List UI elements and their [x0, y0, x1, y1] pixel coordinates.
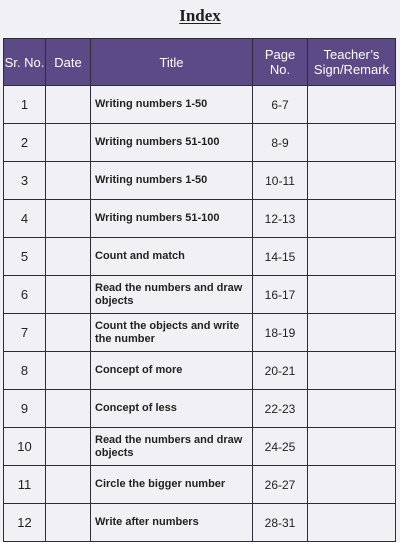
- date-cell: [46, 86, 91, 124]
- sr-no-cell: 5: [4, 238, 46, 276]
- date-cell: [46, 390, 91, 428]
- table-row: [4, 200, 396, 238]
- table-row: [4, 314, 396, 352]
- remark-cell: [308, 276, 396, 314]
- date-cell: [46, 428, 91, 466]
- page-no-cell: 26-27: [253, 466, 308, 504]
- page-no-cell: 22-23: [253, 390, 308, 428]
- remark-cell: [308, 390, 396, 428]
- header-teacher-remark: Teacher’s Sign/Remark: [308, 39, 396, 86]
- header-date: Date: [46, 39, 91, 86]
- table-row: [4, 428, 396, 466]
- title-cell: Write after numbers: [91, 504, 253, 542]
- title-cell: Count the objects and write the number: [91, 314, 253, 352]
- page-no-cell: 14-15: [253, 238, 308, 276]
- sr-no-cell: 11: [4, 466, 46, 504]
- title-cell: Read the numbers and draw objects: [91, 276, 253, 314]
- remark-cell: [308, 314, 396, 352]
- sr-no-cell: 10: [4, 428, 46, 466]
- table-row: [4, 390, 396, 428]
- page-no-cell: 12-13: [253, 200, 308, 238]
- page-no-cell: 16-17: [253, 276, 308, 314]
- header-sr-no: Sr. No.: [4, 39, 46, 86]
- page-no-cell: 10-11: [253, 162, 308, 200]
- header-page-no: Page No.: [253, 39, 308, 86]
- page-title: Index: [179, 6, 221, 25]
- sr-no-cell: 6: [4, 276, 46, 314]
- table-row: [4, 162, 396, 200]
- page-no-cell: 20-21: [253, 352, 308, 390]
- remark-cell: [308, 238, 396, 276]
- remark-cell: [308, 124, 396, 162]
- date-cell: [46, 238, 91, 276]
- date-cell: [46, 466, 91, 504]
- sr-no-cell: 12: [4, 504, 46, 542]
- page-no-cell: 8-9: [253, 124, 308, 162]
- header-title: Title: [91, 39, 253, 86]
- date-cell: [46, 314, 91, 352]
- title-cell: Writing numbers 1-50: [91, 162, 253, 200]
- title-cell: Count and match: [91, 238, 253, 276]
- sr-no-cell: 1: [4, 86, 46, 124]
- date-cell: [46, 200, 91, 238]
- sr-no-cell: 8: [4, 352, 46, 390]
- remark-cell: [308, 86, 396, 124]
- page-no-cell: 24-25: [253, 428, 308, 466]
- title-cell: Writing numbers 1-50: [91, 86, 253, 124]
- title-cell: Writing numbers 51-100: [91, 124, 253, 162]
- index-table: [3, 38, 396, 542]
- page-no-cell: 6-7: [253, 86, 308, 124]
- remark-cell: [308, 466, 396, 504]
- remark-cell: [308, 428, 396, 466]
- date-cell: [46, 276, 91, 314]
- remark-cell: [308, 504, 396, 542]
- title-cell: Concept of less: [91, 390, 253, 428]
- sr-no-cell: 7: [4, 314, 46, 352]
- table-row: [4, 504, 396, 542]
- title-cell: Read the numbers and draw objects: [91, 428, 253, 466]
- header-row: [4, 39, 396, 86]
- date-cell: [46, 124, 91, 162]
- sr-no-cell: 4: [4, 200, 46, 238]
- remark-cell: [308, 352, 396, 390]
- table-row: [4, 276, 396, 314]
- title-cell: Writing numbers 51-100: [91, 200, 253, 238]
- table-row: [4, 352, 396, 390]
- title-cell: Circle the bigger number: [91, 466, 253, 504]
- sr-no-cell: 3: [4, 162, 46, 200]
- remark-cell: [308, 200, 396, 238]
- title-cell: Concept of more: [91, 352, 253, 390]
- sr-no-cell: 2: [4, 124, 46, 162]
- date-cell: [46, 352, 91, 390]
- table-row: [4, 238, 396, 276]
- remark-cell: [308, 162, 396, 200]
- page-no-cell: 28-31: [253, 504, 308, 542]
- table-row: [4, 466, 396, 504]
- table-row: [4, 124, 396, 162]
- page-no-cell: 18-19: [253, 314, 308, 352]
- date-cell: [46, 162, 91, 200]
- date-cell: [46, 504, 91, 542]
- table-row: [4, 86, 396, 124]
- sr-no-cell: 9: [4, 390, 46, 428]
